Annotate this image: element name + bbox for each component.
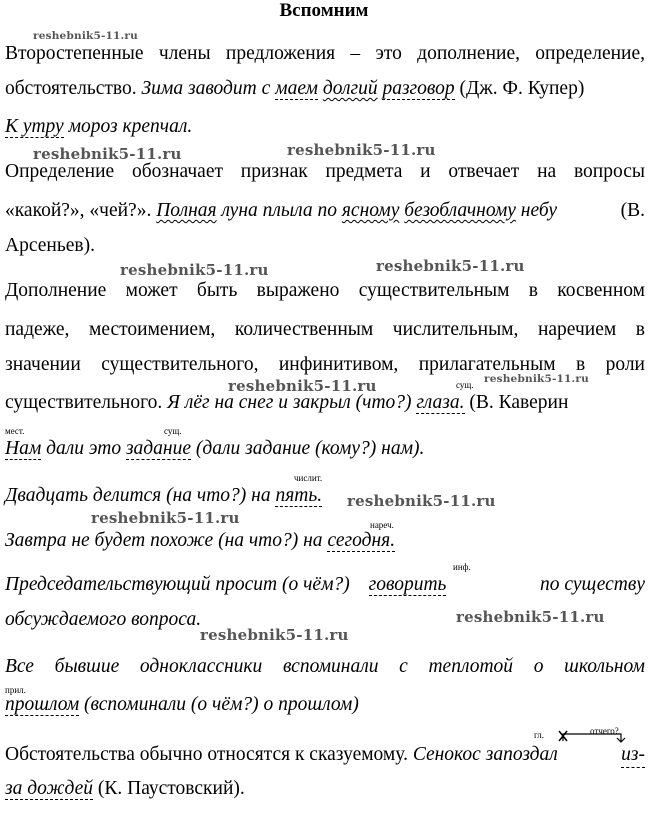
attribute-underlined: долгий bbox=[322, 78, 378, 99]
paragraph-line: Председательствующий просит (о чём?) говорить по существу bbox=[5, 574, 645, 595]
word-label: сущ. bbox=[456, 380, 474, 390]
paragraph-line: за дождей (К. Паустовский). bbox=[5, 778, 245, 799]
watermark: reshebnik5-11.ru bbox=[33, 145, 182, 163]
attribute-underlined: безоблачному bbox=[404, 200, 516, 221]
paragraph-line: Второстепенные члены предложения – это дополнение, определение, bbox=[5, 43, 645, 64]
paragraph-line: обстоятельство. Зима заводит с маем долгий разговор (Дж. Ф. Купер) bbox=[5, 78, 585, 99]
word-label: гл. bbox=[534, 730, 544, 740]
attribute-underlined: ясному bbox=[341, 200, 400, 221]
paragraph-line: Определение обозначает признак предмета и отвечает на вопросы bbox=[5, 161, 645, 182]
paragraph-line: Все бывшие одноклассники вспоминали с теплотой о школьном bbox=[5, 656, 645, 677]
complement-underlined: Нам bbox=[5, 438, 42, 459]
word-label: мест. bbox=[5, 426, 25, 436]
complement-underlined: задание bbox=[125, 438, 192, 459]
paragraph-line: падеже, местоимением, количественным числительным, наречием в bbox=[5, 319, 645, 340]
paragraph-line: «какой?», «чей?». Полная луна плыла по ясному безоблачному небу (В. bbox=[5, 200, 645, 221]
syntax-arrow-icon bbox=[555, 728, 630, 744]
paragraph-line: Нам дали это задание (дали задание (кому?) нам). bbox=[5, 438, 425, 459]
watermark: reshebnik5-11.ru bbox=[484, 373, 589, 385]
paragraph-line: Обстоятельства обычно относятся к сказуемому. Сенокос запоздал из- bbox=[5, 743, 645, 767]
watermark: reshebnik5-11.ru bbox=[120, 261, 269, 279]
word-label: нареч. bbox=[370, 520, 394, 530]
complement-underlined: глаза. bbox=[416, 392, 465, 413]
complement-underlined: Я лёг на снег и закрыл (что?) bbox=[167, 392, 412, 413]
watermark: reshebnik5-11.ru bbox=[228, 377, 377, 395]
circumstance-underlined: К утру bbox=[5, 116, 64, 137]
paragraph-line: Двадцать делится (на что?) на пять. bbox=[5, 485, 323, 506]
complement-underlined: разговор bbox=[382, 78, 455, 99]
paragraph-line: Завтра не будет похоже (на что?) на сегодня. bbox=[5, 530, 396, 551]
watermark: reshebnik5-11.ru bbox=[456, 608, 605, 626]
paragraph-line: значении существительного, инфинитивом, прилагательным в роли bbox=[5, 354, 645, 375]
word-label: сущ. bbox=[164, 426, 182, 436]
circumstance-underlined: из- bbox=[621, 743, 645, 768]
complement-underlined: прошлом bbox=[5, 694, 80, 715]
complement-underlined: маем bbox=[275, 78, 318, 99]
paragraph-line: обсуждаемого вопроса. bbox=[5, 609, 202, 630]
complement-underlined: пять. bbox=[275, 485, 323, 506]
watermark: reshebnik5-11.ru bbox=[287, 141, 436, 159]
complement-underlined: сегодня. bbox=[327, 530, 396, 551]
watermark: reshebnik5-11.ru bbox=[347, 492, 496, 510]
paragraph-line: К утру мороз крепчал. bbox=[5, 116, 193, 137]
watermark: reshebnik5-11.ru bbox=[33, 30, 138, 42]
word-label: инф. bbox=[453, 562, 471, 572]
circumstance-underlined: за дождей bbox=[5, 778, 94, 799]
watermark: reshebnik5-11.ru bbox=[91, 509, 240, 527]
word-label: отчего? bbox=[590, 726, 619, 736]
paragraph-line: прошлом (вспоминали (о чём?) о прошлом) bbox=[5, 694, 359, 715]
attribute-underlined: Полная bbox=[156, 200, 217, 221]
watermark: reshebnik5-11.ru bbox=[200, 626, 349, 644]
complement-underlined: говорить bbox=[368, 574, 447, 595]
paragraph-line: существительного. Я лёг на снег и закрыл (что?) глаза. (В. Каверин bbox=[5, 392, 569, 413]
watermark: reshebnik5-11.ru bbox=[376, 257, 525, 275]
paragraph-line: Дополнение может быть выражено существительным в косвенном bbox=[5, 280, 645, 301]
page-title: Вспомним bbox=[279, 0, 369, 21]
paragraph-line: Арсеньев). bbox=[5, 235, 95, 256]
word-label: прил. bbox=[5, 685, 26, 695]
word-label: числит. bbox=[294, 473, 323, 483]
